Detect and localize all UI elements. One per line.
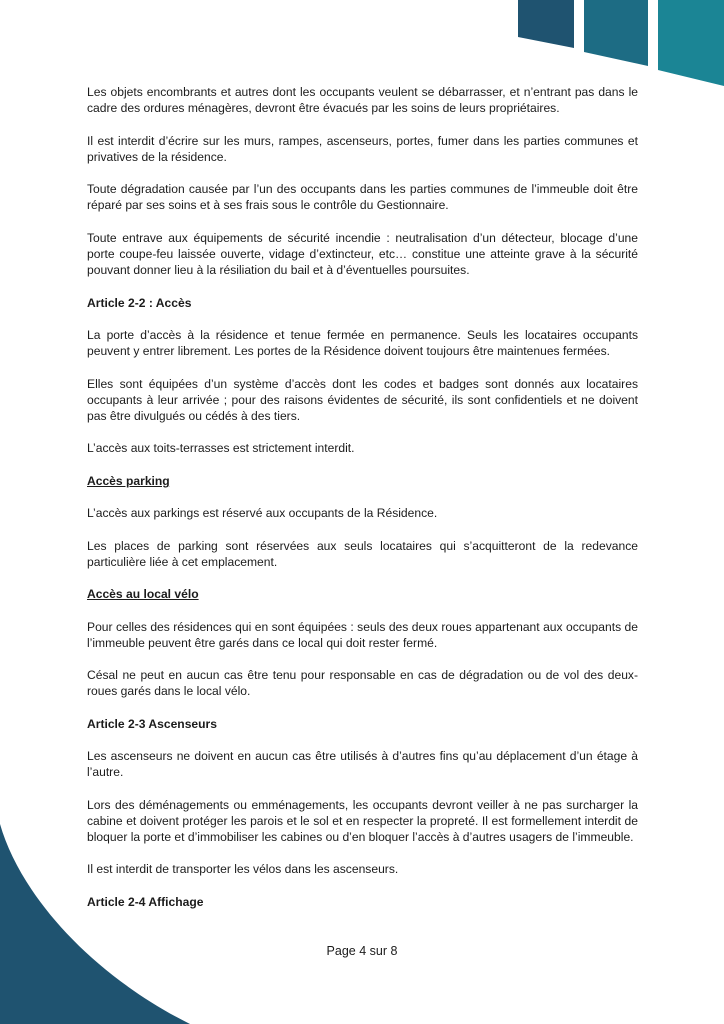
paragraph: Toute entrave aux équipements de sécurité incendie : neutralisation d’un détecteur, blocage d’une porte coupe-feu laissée ouverte, vidage d’extincteur, etc… constitue une atteinte grave à la sécurité pouvant donner lieu à la résiliation du bail et à d’éventuelles poursuites. xyxy=(87,230,638,278)
header-stripe-2 xyxy=(584,0,648,66)
paragraph: Les objets encombrants et autres dont les occupants veulent se débarrasser, et n’entrant pas dans le cadre des ordures ménagères, devront être évacués par les soins de leurs propriétaires. xyxy=(87,85,638,116)
section-subheading: Accès au local vélo xyxy=(87,587,199,602)
paragraph: Les ascenseurs ne doivent en aucun cas être utilisés à d’autres fins qu’au déplacement d’un étage à l’autre. xyxy=(87,749,638,780)
paragraph: Elles sont équipées d’un système d’accès dont les codes et badges sont donnés aux locataires occupants à leur arrivée ; pour des raisons évidentes de sécurité, ils sont confidentiels et ne doivent pas être divulgués ou cédés à des tiers. xyxy=(87,376,638,423)
paragraph: L’accès aux toits-terrasses est strictement interdit. xyxy=(87,441,355,456)
paragraph: Les places de parking sont réservées aux seuls locataires qui s’acquitteront de la redevance particulière liée à cet emplacement. xyxy=(87,538,638,569)
article-heading: Article 2-3 Ascenseurs xyxy=(87,716,217,731)
paragraph: L’accès aux parkings est réservé aux occupants de la Résidence. xyxy=(87,506,438,521)
header-stripe-3 xyxy=(658,0,724,86)
section-subheading: Accès parking xyxy=(87,473,170,488)
article-heading: Article 2-2 : Accès xyxy=(87,295,192,310)
document-body xyxy=(87,84,638,926)
paragraph: Lors des déménagements ou emménagements, les occupants devront veiller à ne pas surcharger la cabine et doivent protéger les parois et le sol et en respecter la propreté. Il est formellement interdit de bloquer la porte et d’immobiliser les cabines ou d’en bloquer l’accès à d’autres usagers de l’immeuble. xyxy=(87,797,638,845)
header-stripe-1 xyxy=(518,0,574,48)
paragraph: Pour celles des résidences qui en sont équipées : seuls des deux roues appartenant aux occupants de l’immeuble peuvent être garés dans ce local qui doit rester fermé. xyxy=(87,619,638,650)
paragraph: Toute dégradation causée par l’un des occupants dans les parties communes de l’immeuble doit être réparé par ses soins et à ses frais sous le contrôle du Gestionnaire. xyxy=(87,182,638,213)
paragraph: La porte d’accès à la résidence et tenue fermée en permanence. Seuls les locataires occupants peuvent y entrer librement. Les portes de la Résidence doivent toujours être maintenues fermées. xyxy=(87,327,638,359)
paragraph: Il est interdit de transporter les vélos dans les ascenseurs. xyxy=(87,862,399,877)
page-number: Page 4 sur 8 xyxy=(326,944,398,958)
paragraph: Césal ne peut en aucun cas être tenu pour responsable en cas de dégradation ou de vol des deux-roues garés dans le local vélo. xyxy=(87,668,638,699)
article-heading: Article 2-4 Affichage xyxy=(87,894,204,909)
paragraph: Il est interdit d’écrire sur les murs, rampes, ascenseurs, portes, fumer dans les parties communes et privatives de la résidence. xyxy=(87,133,638,164)
header-stripes-decoration xyxy=(500,0,724,90)
